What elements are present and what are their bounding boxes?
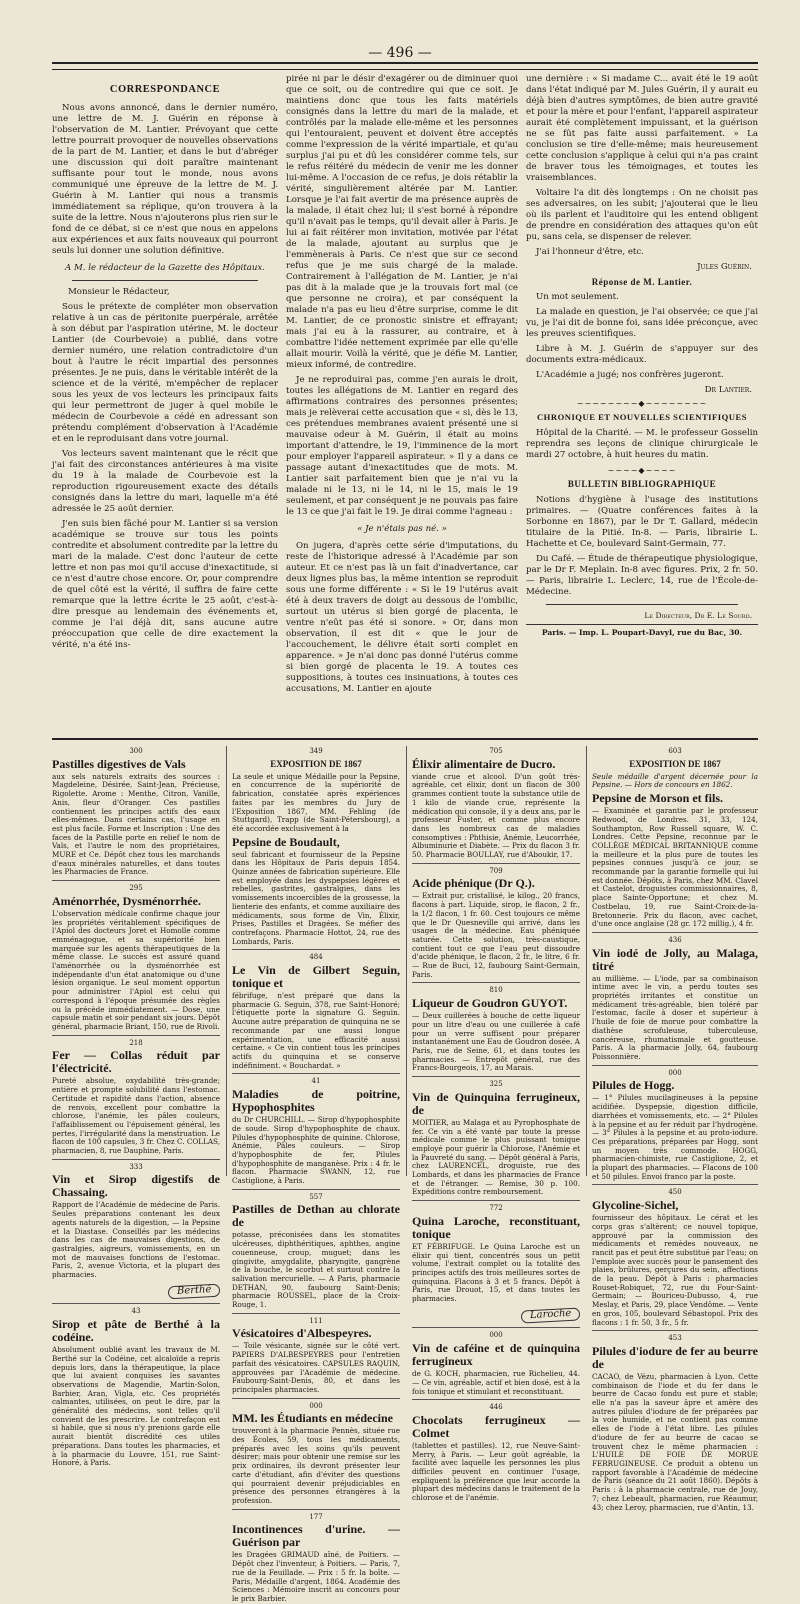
advert <box>52 1307 220 1468</box>
letter-paragraph: pirée ni par le désir d'exagérer ou de diminuer quoi que ce soit, ou de contredire qui que ce soit. Je maintiens donc que tous les faits matériels consignés dans la lettre du mari de la malade, et contrôlés par la malade elle-même et les personnes qui l'entouraient, peuvent et doivent être acceptés comme l'expression de la vérité impartiale, et qu'au surplus j'ai pu et dû les considérer comme tels, sur le refus réitéré du médecin de venir me les donner lui-même. A l'occasion de ce refus, je dois rétablir la vérité, singulièrement altérée par M. Lantier. Lorsque je l'ai fait avertir de ma présence auprès de la malade, il était chez lui; il s'est borné à répondre qu'il n'avait pas le temps, qu'il devait aller à Paris. Je lui ai fait réitérer mon invitation, motivée par l'état de la malade, ajoutant au surplus que je l'emmènerais à Paris. Ce n'est que sur ce second refus que je me suis chargé de la malade. Contrairement à l'allégation de M. Lantier, je n'ai pas dit à la malade que je la trouvais fort mal (ce que personne ne croira), et par conséquent la malade n'a pas eu lieu d'être surprise, comme le dit M. Lantier, de ce pronostic sinistre et effrayant; mais j'ai eu à la rassurer, au contraire, et à combattre l'idée nettement exprimée par elle qu'elle allait mourir. Voilà la vérité, que je défie M. Lantier, mieux informé, de contredire. <box>286 74 518 370</box>
advert-text: du Dr CHURCHILL. — Sirop d'hypophosphite de soude. Sirop d'hypophosphite de chaux. Pilules d'hypophosphite de quinine. Chlorose, Anémie, Pâles couleurs. — Sirop d'hypophosphite de fer, Pilules d'hypophosphite de manganèse. Prix : 4 fr. le flacon. Pharmacie SWANN, 12, rue Castiglione, à Paris. <box>232 1115 400 1186</box>
advert-title: Chocolats ferrugineux — Colmet <box>412 1412 580 1440</box>
advert-text: Seule médaille d'argent décernée pour la Pepsine. — Hors de concours en 1862. <box>592 771 758 790</box>
berthe-stamp: Berthé <box>167 1283 220 1298</box>
advert-title: Quina Laroche, reconstituant, tonique <box>412 1213 580 1241</box>
letter-paragraph: Voltaire l'a dit dès longtemps : On ne choisit pas ses adversaires, on les subit; j'ajouterai que le lieu où ils parlent et l'auditoire qui les entend obligent de prendre en considération des attaques qu'on eût pu, sans cela, se dispenser de relever. <box>526 188 758 242</box>
advert-text: Absolument oublié avant les travaux de M. Berthé sur la Codéine, cet alcaloïde a repris depuis lors, dans la thérapeutique, la place que lui avaient conquises les savantes observations de Magendie, Martin-Solon, Barbier, Aran, Vigla, etc. Ces propriétés calmantes, utilisées, on peut le dire, par la généralité des médecins, sont telles qu'il convient de les prescrire. Le contrefaçon est si habile, que si nous n'y prenions garde elle aurait bientôt discrédité ces utiles préparations. Dans toutes les pharmacies, et à la pharmacie du Louvre, 151, rue Saint-Honoré, à Paris. <box>52 1345 220 1468</box>
advert-title: Vin de caféine et de quinquina ferrugineux <box>412 1341 580 1369</box>
signature-lantier: Dr Lantier. <box>704 385 752 395</box>
advert-title: Sirop et pâte de Berthé à la codéine. <box>52 1317 220 1345</box>
advert-title: Acide phénique (Dr Q.). <box>412 876 535 891</box>
letter-salutation: Monsieur le Rédacteur, <box>68 287 170 297</box>
advert-number: 000 <box>309 1401 323 1410</box>
advert-text: La seule et unique Médaille pour la Pepsine, en concurrence de la supériorité de fabrication, constatée après expériences faites par les membres du Jury de l'Exposition 1867, MM. Fehling (de Stuttgard), Trapp (de Saint-Pétersbourg), a été accordée exclusivement à la <box>232 771 400 833</box>
chronique-paragraph: Hôpital de la Charité. — M. le professeur Gosselin reprendra ses leçons de clinique chirurgicale le mardi 27 octobre, à huit heures du matin. <box>526 428 758 460</box>
divider <box>52 1159 220 1160</box>
biblio-entry: Notions d'hygiène à l'usage des institutions primaires. — (Quatre conférences faites à la Sorbonne en 1867), par le Dr T. Gallard, médecin titulaire de la Pitié. In-8. — Paris, librairie L. Hachette et Ce, boulevard Saint-Germain, 77. <box>526 495 758 549</box>
advert <box>232 1193 400 1310</box>
advert <box>412 1204 580 1324</box>
reply-paragraph: Un mot seulement. <box>536 292 619 302</box>
advert <box>52 747 220 877</box>
divider <box>592 1184 758 1185</box>
reply-paragraph: La malade en question, je l'ai observée; ce que j'ai vu, je l'ai dit de bonne foi, sans idée préconçue, avec les preuves scientifiques. <box>526 307 758 339</box>
advert <box>592 1334 758 1512</box>
advert-title: Incontinences d'urine. — Guérison par <box>232 1522 400 1550</box>
advert-title: Pilules de Hogg. <box>592 1078 675 1093</box>
advert-column-1 <box>52 746 220 1468</box>
advert-number: 295 <box>129 884 143 893</box>
letter-paragraph: On jugera, d'après cette série d'imputations, du reste de l'historique adressé à l'Académie par son auteur. Et ce n'est pas là un fait d'inadvertance, car deux lignes plus bas, la même intention se reproduit sous une forme différente : « Si le 19 l'utérus avait été à deux travers de doigt au dessous de l'ombilic, surtout un utérus si bien gorgé de placenta, le ventre n'eût pas été si sonore. » Or, dans mon observation, il est dit « que le jour de l'accouchement, le délivre était sorti complet en apparence. » Je n'ai donc pas donné l'utérus comme si bien gorgé de placenta le 19. A toutes ces suppositions, à toutes ces insinuations, à toutes ces accusations, M. Lantier en ajoute <box>286 541 518 694</box>
ornament-divider: ~~~~~~~~◆~~~~~~~~ <box>576 399 708 408</box>
divider <box>412 982 580 983</box>
advert-number: 000 <box>668 1068 682 1077</box>
advert <box>412 1331 580 1396</box>
advert <box>52 884 220 1032</box>
letter-paragraph: Je ne reproduirai pas, comme j'en aurais le droit, toutes les allégations de M. Lantier en regard des affirmations contraires des personnes présentes; mais je relèverai cette accusation que « si, dès le 13, ces prétendues membranes avaient présenté une si mauvaise odeur à M. Guérin, il était au moins important d'attendre, le 19, l'imminence de la mort pour employer l'appareil aspirateur. » Il y a dans ce passage autant d'inexactitudes que de mots. M. Lantier sait parfaitement bien que je n'ai vu la malade ni le 13, ni le 14, ni le 15, mais le 19 seulement, et par conséquent je ne pouvais pas faire le 13 ce que j'ai fait le 19. Je dirai comme l'agneau : <box>286 375 518 517</box>
divider <box>52 1035 220 1036</box>
bulletin-heading: BULLETIN BIBLIOGRAPHIQUE <box>567 479 717 489</box>
letter-address: A M. le rédacteur de la Gazette des Hôpitaux. <box>65 263 265 273</box>
divider <box>52 1303 220 1304</box>
advert-title: Liqueur de Goudron GUYOT. <box>412 996 568 1011</box>
right-column <box>526 74 758 637</box>
divider <box>412 1327 580 1328</box>
director-signature: Le Directeur, Dr E. Le Sourd. <box>644 611 752 620</box>
advert <box>52 1039 220 1156</box>
divider <box>592 1065 758 1066</box>
advert <box>232 1513 400 1604</box>
advert <box>412 1403 580 1503</box>
advert-title: Vin et Sirop digestifs de Chassaing. <box>52 1172 220 1200</box>
advert <box>52 1163 220 1301</box>
advert-title: Pilules d'iodure de fer au beurre de <box>592 1343 758 1371</box>
advert-number: 453 <box>668 1334 682 1343</box>
advert-title: Vin iodé de Jolly, au Malaga, titré <box>592 945 758 973</box>
reply-paragraph: Libre à M. J. Guérin de s'appuyer sur des documents extra-médicaux. <box>526 344 758 365</box>
printer-imprint: Paris. — Imp. L. Poupart-Davyl, rue du Bac, 30. <box>541 627 743 637</box>
advert-text: — Examinée et garantie par le professeur Redwood, de Londres. 31, 33, 124, Southampton, Row Russell square, W. C. Londres. Cette Pepsine, reconnue par le COLLÈGE MÉDICAL BRITANNIQUE comme la meilleure et la plus pure de toutes les pepsines connues jusqu'à ce jour, se recommande par la garantie formelle qui lui est donnée. Dépôts, à Paris, chez MM. Clavel et Castelot, droguistes commissionnaires, 8, place Sainte-Opportune; et chez M. Costbelau, 19, rue Saint-Croix-de-la-Bretonnerie. Prix du flacon, avec cachet, d'une once anglaise (28 gr. 172 millig.), 4 fr. <box>592 806 758 929</box>
advert-text: ET FÉBRIFUGE. Le Quina Laroche est un élixir qui tient, concentrés sous un petit volume, l'extrait complet ou la totalité des principes actifs des trois meilleures sortes de quinquina. Flacons à 3 et 5 francs. Dépôt à Paris, rue Drouot, 15, et dans toutes les pharmacies. <box>412 1241 580 1304</box>
column-rule <box>586 746 587 1176</box>
divider <box>52 880 220 881</box>
advert-title: Élixir alimentaire de Ducro. <box>412 756 556 771</box>
reply-paragraph: L'Académie a jugé; nos confrères jugeront. <box>536 370 724 380</box>
divider <box>546 604 738 605</box>
column-rule <box>406 746 407 1176</box>
advert-title: Pepsine de Morson et fils. <box>592 791 723 806</box>
advert-number: 450 <box>668 1188 682 1197</box>
advert-text: — Toile vésicante, signée sur le côté vert. PAPIERS D'ALBESPEYRES pour l'entretien parfait des vésicatoires. CAPSULES RAQUIN, approuvées par l'Académie de médecine. Faubourg-Saint-Denis, 80, et dans les principales pharmacies. <box>232 1341 400 1394</box>
advert-section-rule <box>52 738 758 740</box>
advert-title: Vin de Quinquina ferrugineux, de <box>412 1089 580 1117</box>
advert <box>592 747 758 929</box>
divider <box>526 624 758 625</box>
advert-title: Pastilles de Dethan au chlorate de <box>232 1202 400 1230</box>
divider <box>592 1330 758 1331</box>
advert-title: Maladies de poitrine, Hypophosphites <box>232 1087 400 1115</box>
advert-text: trouveront à la pharmacie Pennès, située rue des Écoles, 59, tous les médicaments, préparés avec les soins qu'ils peuvent désirer; mais pour obtenir une remise sur les prix ordinaires, ils devront présenter leur carte d'étudiant, afin d'éviter des questions qui pourraient devenir préjudiciables en présence des personnes étrangères à la profession. <box>232 1426 400 1505</box>
advert-text: aux sels naturels extraits des sources : Magdeleine, Désirée, Saint-Jean, Précieuse, Rigolette. Arome : Menthe, Citron, Vanille, Anis, fleur d'Oranger. Ces pastilles contiennent les principes actifs des eaux elles-mêmes. Dans certains cas, l'usage en est plus facile. Forme et Inscription : Une des faces de la Pastille porte en relief le nom de Vals, et l'autre le nom des propriétaires, MURE et Ce. Dépôt chez tous les marchands d'eaux minérales naturelles, et dans toutes les Pharmacies de France. <box>52 771 220 877</box>
correspondance-heading: CORRESPONDANCE <box>109 84 221 95</box>
divider <box>232 949 400 950</box>
ornament-divider: ~~~~◆~~~~ <box>607 466 677 475</box>
advert <box>412 867 580 980</box>
advert-text: (tablettes et pastilles). 12, rue Neuve-Saint-Merry, à Paris. — Leur goût agréable, la facilité avec laquelle les personnes les plus difficiles peuvent en continuer l'usage, expliquent la préférence que leur accorde la plupart des médecins dans le traitement de la chlorose et de l'anémie. <box>412 1440 580 1503</box>
advert-title: Vésicatoires d'Albespeyres. <box>232 1326 372 1341</box>
advert-number: 810 <box>489 986 503 995</box>
letter-closing: J'ai l'honneur d'être, etc. <box>536 247 644 257</box>
advert-number: 111 <box>309 1316 323 1325</box>
divider <box>232 1189 400 1190</box>
advert-title: MM. les Étudiants en médecine <box>232 1411 393 1426</box>
laroche-stamp: Laroche <box>520 1307 580 1323</box>
advert-number: 325 <box>489 1080 503 1089</box>
advert-number: 43 <box>131 1307 141 1316</box>
divider <box>592 932 758 933</box>
advert-number: 300 <box>129 747 143 755</box>
column-rule <box>226 746 227 1176</box>
advert-number: 333 <box>129 1162 143 1171</box>
biblio-entry: Du Café. — Étude de thérapeutique physiologique, par le Dr F. Meplain. In-8 avec figures. Prix, 2 fr. 50. — Paris, librairie L. Leclerc, 14, rue de l'École-de-Médecine. <box>526 554 758 597</box>
advert <box>412 747 580 860</box>
advert-title: Pastilles digestives de Vals <box>52 756 186 771</box>
letter-paragraph: J'en suis bien fâché pour M. Lantier si sa version académique se trouve sur tous les points contredite et absolument contredite par la lettre du mari de la malade. C'est donc l'auteur de cette lettre et non pas moi qu'il accuse d'inexactitude, si ce n'est d'autre chose encore. Or, pour comprendre de quel côté est la vérité, il suffira de faire cette remarque que la lettre écrite le 25 août, c'est-à-dire presque au lendemain des événements et, comme je l'ai déjà dit, sans aucune autre préoccupation que celle de dire exactement la vérité, n'a été ins- <box>52 519 278 650</box>
advert-text: les Dragées GRIMAUD aîné, de Poitiers. — Dépôt chez l'inventeur, à Poitiers. — Paris, 7, rue de la Feuillade. — Prix : 5 fr. la boîte. — Paris, Médaille d'argent, 1864. Académie des Sciences : Mémoire inscrit au concours pour le prix Barbier. <box>232 1550 400 1603</box>
divider <box>72 280 258 281</box>
signature-guerin: Jules Guérin. <box>697 262 752 272</box>
advert-number: 709 <box>489 866 503 875</box>
letter-continued-column <box>286 74 518 699</box>
advert-column-3 <box>412 746 580 1503</box>
advert-text: viande crue et alcool. D'un goût très-agréable, cet élixir, dont un flacon de 300 grammes contient toute la substance utile de 1 kilo de viande crue, représente la médication qui console, il y a deux ans, par le professeur Fuster, et comme plus encore dans les nombreux cas de maladies consomptives : Phthisie, Anémie, Leucorrhée, Albuminurie et Diabète. — Prix du flacon 3 fr. 50. Pharmacie BOULLAY, rue d'Aboukir, 17. <box>412 771 580 860</box>
advert <box>232 953 400 1070</box>
advert-title: Glycoline-Sichel, <box>592 1198 679 1213</box>
advert-number: 41 <box>311 1077 321 1086</box>
advert <box>592 1188 758 1327</box>
letter-paragraph: Sous le prétexte de compléter mon observation relative à un cas de péritonite puerpérale, arrêtée à son début par l'aspiration utérine, M. le docteur Lantier (de Courbevoie) a publié, dans votre dernier numéro, une relation contradictoire d'un bout à l'autre le récit impartial des personnes présentes. Je ne puis, dans le véritable intérêt de la science et de la vérité, m'empêcher de replacer sous les yeux de vos lecteurs les principaux faits qui leur permettront de juger à quel mobile le médecin de Courbevoie a cédé en adressant son prétendu complément d'observation à l'Académie et en le reproduisant dans votre journal. <box>52 302 278 444</box>
advert <box>232 1402 400 1506</box>
advert <box>412 1080 580 1197</box>
advert-column-4 <box>592 746 758 1512</box>
advert-number: 557 <box>309 1192 323 1201</box>
advert-number: 603 <box>668 747 682 755</box>
advert-text: fournisseur des hôpitaux. Le cérat et les corps gras s'altèrent; ce nouvel topique, approuvé par la commission des médicaments et remèdes nouveaux, ne rancit pas et peut être substitué par l'eau; on l'emploie avec succès pour le pansement des plaies, brûlures, gerçures du sein, affections de la peau. Dépôt à Paris : pharmacies Rouset-Robiquet, 72, rue du Four-Saint-Germain; — Bouriceu-Dubusso, 4, rue Meslay, et Paris, 29, place Vendôme. — Vente en gros, 105, boulevard Sébastopol. Prix des flacons : 1 fr. 50, 3 fr., 5 fr. <box>592 1213 758 1327</box>
advert-number: 436 <box>668 935 682 944</box>
advert-text: — Extrait pur, cristallisé, le kilog., 20 francs, flacons à part. Liquide, sirop, le flacon, 2 fr., la 1/2 flacon, 1 fr. 60. Cest toujours ce même que le Dr Quesneville qui arrivé, dans les usages de la médecine. Eau phéniquée saturée. Cette solution, très-caustique, contient tout ce que l'eau peut dissoudre d'acide phénique, le flacon, 2 fr., le litre, 6 fr. — Rue de Buci, 12, faubourg Saint-Germain, Paris. <box>412 891 580 979</box>
advert-number: 177 <box>309 1512 323 1521</box>
advert-title: Le Vin de Gilbert Seguin, tonique et <box>232 963 400 991</box>
advert <box>232 1317 400 1395</box>
advert-number: 218 <box>129 1038 143 1047</box>
advert-number: 000 <box>489 1331 503 1340</box>
letter-paragraph: Vos lecteurs savent maintenant que le récit que j'ai fait des circonstances antérieures à ma visite du 19 à la malade de Courbevoie est la reproduction rigoureusement exacte des détails consignés dans la lettre du mari, laquelle m'a été adressée le 25 août dernier. <box>52 449 278 514</box>
chronique-heading: CHRONIQUE ET NOUVELLES SCIENTIFIQUES <box>536 412 748 422</box>
advert-text: — Deux cuillerées à bouche de cette liqueur pour un litre d'eau ou une cuillerée à café pour un verre suffisent pour préparer instantanément une Eau de Goudron dosée. A Paris, rue de Seine, 61, et dans toutes les pharmacies. — Entrepôt général, rue des Francs-Bourgeois, 17, au Marais. <box>412 1011 580 1073</box>
advert-number: 705 <box>489 747 503 755</box>
advert-text: Rapport de l'Académie de médecine de Paris. Seules préparations contenant les deux agents naturels de la digestion, — la Pepsine et la Diastase. Conseillés par les médecins dans les cas de mauvaises digestions, de gastralgies, aigreurs, vomissements, en un mot de mauvaises fonctions de l'estomac. Paris, 2, avenue Victoria, et la plupart des pharmacies. <box>52 1200 220 1280</box>
advert-text: — 1° Pilules mucilagineuses à la pepsine acidifiée. Dyspepsie, digestion difficile, diarrhées et vomissements, etc. — 2° Pilules à la pepsine et au fer réduit par l'hydrogène. — 3° Pilules à la pepsine et au proto-iodure. Ces préparations, préparées par Hogg, sont un moyen très commode. HOGG, pharmacien-chimiste, rue Castiglione, 2, et la plupart des pharmacies. — Flacons de 100 et 50 pilules. Envoi franco par la poste. <box>592 1093 758 1181</box>
advert-text: seul fabricant et fournisseur de la Pepsine dans les Hôpitaux de Paris depuis 1854. Quinze années de fabrication supérieure. Elle est employée dans les dyspepsies légères et rebelles, gastrites, gastralgies, dans les vomissements incoercibles de la grossesse, la lienterie des enfants, et comme auxiliaire des médicaments, sous forme de Vin, Élixir, Prises, Pastilles et Dragées. Se méfier des contrefaçons. Pharmacie Hottot, 24, rue des Lombards, Paris. <box>232 849 400 946</box>
reply-heading: Réponse de M. Lantier. <box>591 277 693 287</box>
advert <box>592 1069 758 1182</box>
advert <box>592 936 758 1062</box>
letter-paragraph: une dernière : « Si madame C... avait été le 19 août dans l'état indiqué par M. Jules Guérin, il y aurait eu déjà bien d'autres symptômes, de bien autre gravité et pour la mère et pour l'enfant, l'appareil aspirateur aurait été complètement impuissant, et la guérison ne se fût pas faite aussi parfaitement. » La conclusion se tire d'elle-même; mais heureusement cette conclusion s'applique à celui qui n'a pas craint de braver tous les témoignages, et toutes les vraisemblances. <box>526 74 758 183</box>
advert-title: EXPOSITION DE 1867 <box>629 758 721 769</box>
divider <box>412 1200 580 1201</box>
divider <box>232 1398 400 1399</box>
advert-title: Pepsine de Boudault, <box>232 834 340 849</box>
advert-title: Fer — Collas réduit par l'électricité. <box>52 1048 220 1076</box>
advert-title: Aménorrhée, Dysménorrhée. <box>52 893 201 908</box>
advert-text: au millième. — L'iode, par sa combinaison intime avec le vin, a perdu toutes ses propriétés irritantes et constitue un médicament très-agréable, bien toléré par l'estomac, facile à doser et supérieur à l'huile de foie de morue pour combattre la diathèse scrofuleuse, tuberculeuse, cancéreuse, rhumatismale et goutteuse. Paris. A la pharmacie Jolly, 64, faubourg Poissonnière. <box>592 973 758 1061</box>
advert-text: de G. KOCH, pharmacien, rue Richelieu, 44. — Ce vin, agréable, actif et bien dosé, est à la fois tonique et stimulant et reconstituant. <box>412 1369 580 1396</box>
advert-text: potasse, préconisées dans les stomatites ulcéreuses, diphthéritiques, aphthes, angine couenneuse, croup, muguet; dans les gingivite, amygdalite, pharyngite, gangrène de la bouche, le scorbut et surtout contre la salivation mercurielle. — A Paris, pharmacie DETHAN, 90, faubourg Saint-Denis; pharmacie ROUSSEL, place de la Croix-Rouge, 1. <box>232 1230 400 1310</box>
advert-text: fébrifuge, n'est préparé que dans la pharmacie G. Seguin, 378, rue Saint-Honoré; l'étiquette porte la signature G. Seguin. Aucune autre préparation de quinquina ne se recommande par une aussi longue expérimentation, une efficacité aussi certaine. « Ce vin contient tous les principes actifs du quinquina et se conserve indéfiniment. « Bouchardat. » <box>232 991 400 1070</box>
divider <box>412 1399 580 1400</box>
advert <box>232 1077 400 1185</box>
advert-number: 446 <box>489 1403 503 1412</box>
header-rule <box>52 62 758 70</box>
page-number: — 496 — <box>368 45 432 61</box>
advert-text: Pureté absolue, oxydabilité très-grande; entière et prompte solubilité dans l'estomac. Certitude et rapidité dans l'action, absence de renvois, excellent pour combattre la chlorose, l'anémie, les pâles couleurs, l'affaiblissement ou l'épuisement général, les pertes, l'irrégularité dans la menstruation. Le flacon de 100 capsules, 3 fr. Chez C. COLLAS, pharmacien, 8, rue Dauphine, Paris. <box>52 1076 220 1156</box>
divider <box>412 1076 580 1077</box>
letter-quote: « Je n'étais pas né. » <box>357 524 447 534</box>
advert-number: 484 <box>309 953 323 962</box>
divider <box>232 1313 400 1314</box>
advert-text: CACAO, de Vézu, pharmacien à Lyon. Cette combinaison de l'iode et du fer dans le beurre de Cacao fondu est pure et stable; elle n'a pas la saveur âpre et amère des autres pilules d'iodure de fer préparées par la voie humide, et ne contient pas comme elles de l'iode à l'état libre. Les pilules d'iodure de fer au beurre de cacao se trouvent chez le même pharmacien : L'HUILE DE FOIE DE MORUE FERRUGINEUSE. Ce produit a obtenu un rapport favorable à l'Académie de médecine de Paris (séance du 21 août 1860). Dépôts à Paris : à la pharmacie centrale, rue de Jouy, 7; chez Lebeault, pharmacien, rue Réaumur, 43; chez Leroy, pharmacien, rue d'Antin, 13. <box>592 1371 758 1512</box>
advert <box>412 986 580 1073</box>
advert <box>232 747 400 946</box>
divider <box>232 1073 400 1074</box>
advert-number: 349 <box>309 747 323 755</box>
advert-number: 772 <box>489 1204 503 1213</box>
advert-column-2 <box>232 746 400 1603</box>
divider <box>232 1509 400 1510</box>
advert-title: EXPOSITION DE 1867 <box>270 758 362 769</box>
advert-text: L'observation médicale confirme chaque jour les propriétés véritablement spécifiques de l'Apiol des docteurs Joret et Homolle comme emménagogue, et sa supériorité bien marquée sur les agents thérapeutiques de la même classe. Le succès est assuré quand l'aménorrhée ou la dysménorrhée est indépendante d'un état anatomique ou d'une lésion organique. Le seul moment opportun pour administrer l'Apiol est celui qui correspond à l'époque présumée des règles ou la précède immédiatement. — Dose, une capsule matin et soir pendant six jours. Dépôt général, pharmacie Briant, 150, rue de Rivoli. <box>52 908 220 1031</box>
divider <box>412 863 580 864</box>
advert-text: MOITIER, au Malaga et au Pyrophosphate de fer. Ce vin a été vanté par toute la presse médicale comme le plus puissant tonique employé pour guérir la Chlorose, l'Anémie et la Pauvreté du sang. — Dépôt général à Paris, chez LAURENCEL, droguiste, rue des Lombards, et dans les pharmacies de France et de l'étranger. — Remise, 30 p. 100. Expéditions contre remboursement. <box>412 1117 580 1197</box>
editor-intro: Nous avons annoncé, dans le dernier numéro, une lettre de M. J. Guérin en réponse à l'observation de M. Lantier. Prévoyant que cette lettre pourrait provoquer de nouvelles observations de la part de M. Lantier, et dans le but d'abréger une discussion qui doit paraître maintenant suffisante pour tout le monde, nous avons communiqué une épreuve de la lettre de M. J. Guérin à M. Lantier qui nous a transmis immédiatement sa réplique, qu'on trouvera à la suite de la lettre. Nous n'ajouterons plus rien sur le fond de ce débat, si ce n'est que nous en appelons aux expériences et aux faits nouveaux qui pourront seuls lui donner une solution définitive. <box>52 103 278 256</box>
correspondance-column <box>52 80 278 655</box>
